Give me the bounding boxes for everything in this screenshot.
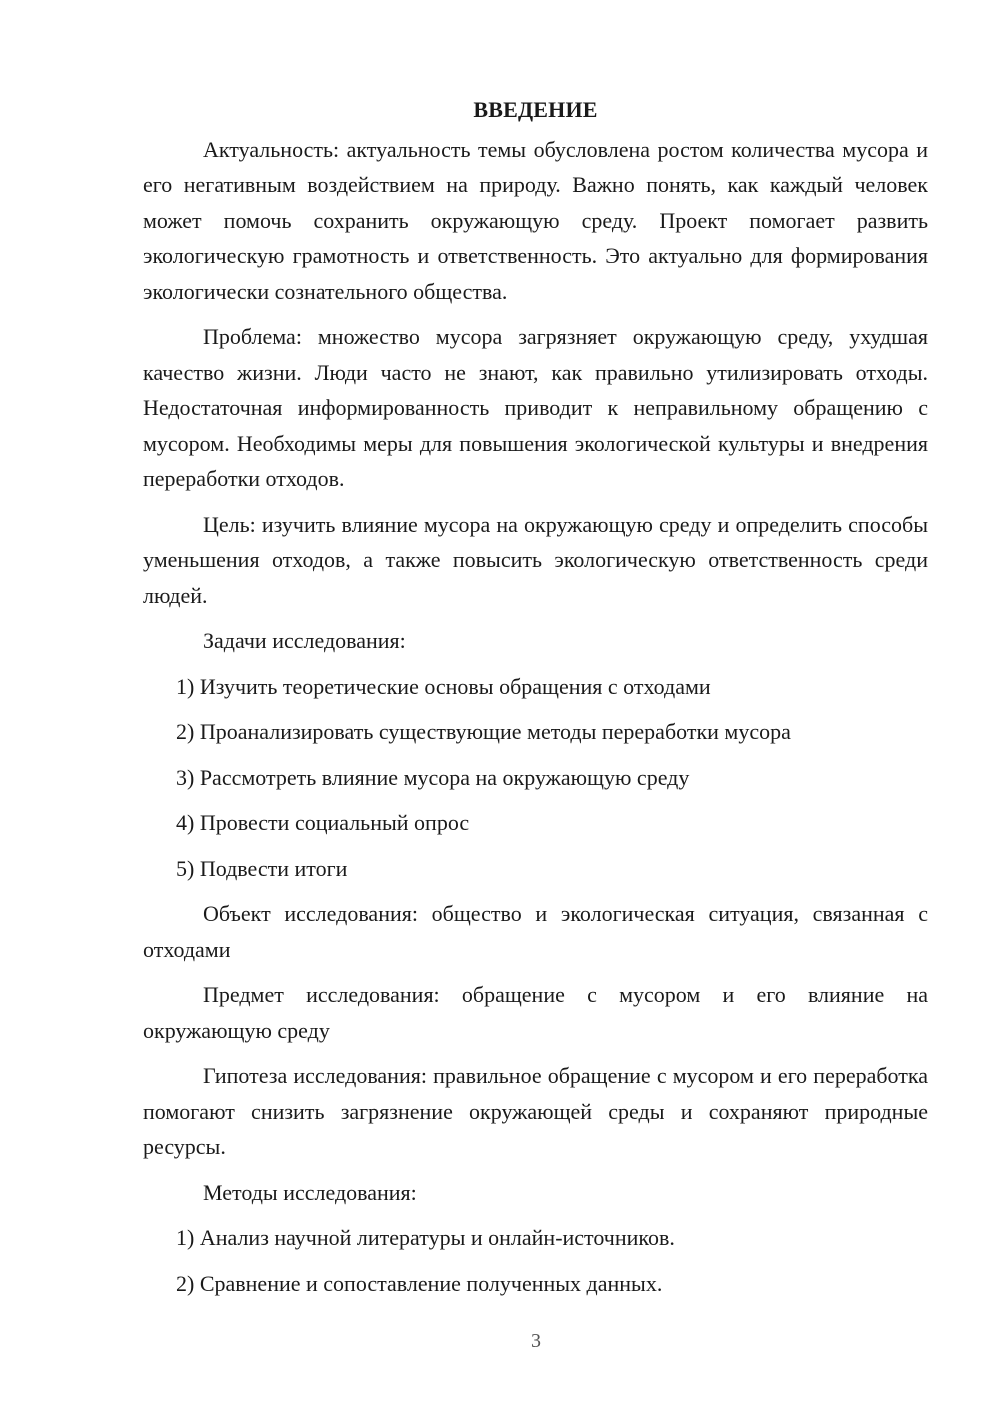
- paragraph-object: Объект исследования: общество и экологическая ситуация, связанная с отходами: [143, 901, 928, 962]
- methods-heading: Методы исследования:: [203, 1179, 417, 1205]
- tasks-list: [143, 669, 928, 887]
- list-item: 1) Изучить теоретические основы обращения с отходами: [176, 673, 711, 699]
- list-item: 3) Рассмотреть влияние мусора на окружающую среду: [176, 764, 690, 790]
- list-item: 2) Проанализировать существующие методы переработки мусора: [176, 719, 791, 744]
- list-item: 4) Провести социальный опрос: [176, 810, 470, 835]
- list-item: 5) Подвести итоги: [176, 855, 348, 881]
- tasks-heading: Задачи исследования:: [203, 628, 406, 653]
- page-number: 3: [531, 1330, 541, 1352]
- paragraph-relevance: Актуальность: актуальность темы обусловлена ростом количества мусора и его негативным воздействием на природу. Важно понять, как каждый человек может помочь сохранить окружающую среду. Проект помогает развить экологическую грамотность и ответственность. Это актуально для формирования экологически сознательного общества.: [143, 136, 928, 304]
- page-title: ВВЕДЕНИЕ: [473, 97, 598, 122]
- paragraph-subject: Предмет исследования: обращение с мусором и его влияние на окружающую среду: [143, 982, 928, 1043]
- list-item: 2) Сравнение и сопоставление полученных данных.: [176, 1270, 663, 1296]
- methods-list: [143, 1220, 928, 1301]
- paragraph-hypothesis: Гипотеза исследования: правильное обращение с мусором и его переработка помогают снизить загрязнение окружающей среды и сохраняют природные ресурсы.: [143, 1063, 928, 1159]
- list-item: 1) Анализ научной литературы и онлайн-источников.: [176, 1225, 675, 1250]
- paragraph-problem: Проблема: множество мусора загрязняет окружающую среду, ухудшая качество жизни. Люди часто не знают, как правильно утилизировать отходы. Недостаточная информированность приводит к неправильному обращению с мусором. Необходимы меры для повышения экологической культуры и внедрения переработки отходов.: [143, 324, 928, 491]
- document-page: [143, 92, 928, 1311]
- paragraph-goal: Цель: изучить влияние мусора на окружающую среду и определить способы уменьшения отходов, а также повысить экологическую ответственность среди людей.: [143, 511, 928, 608]
